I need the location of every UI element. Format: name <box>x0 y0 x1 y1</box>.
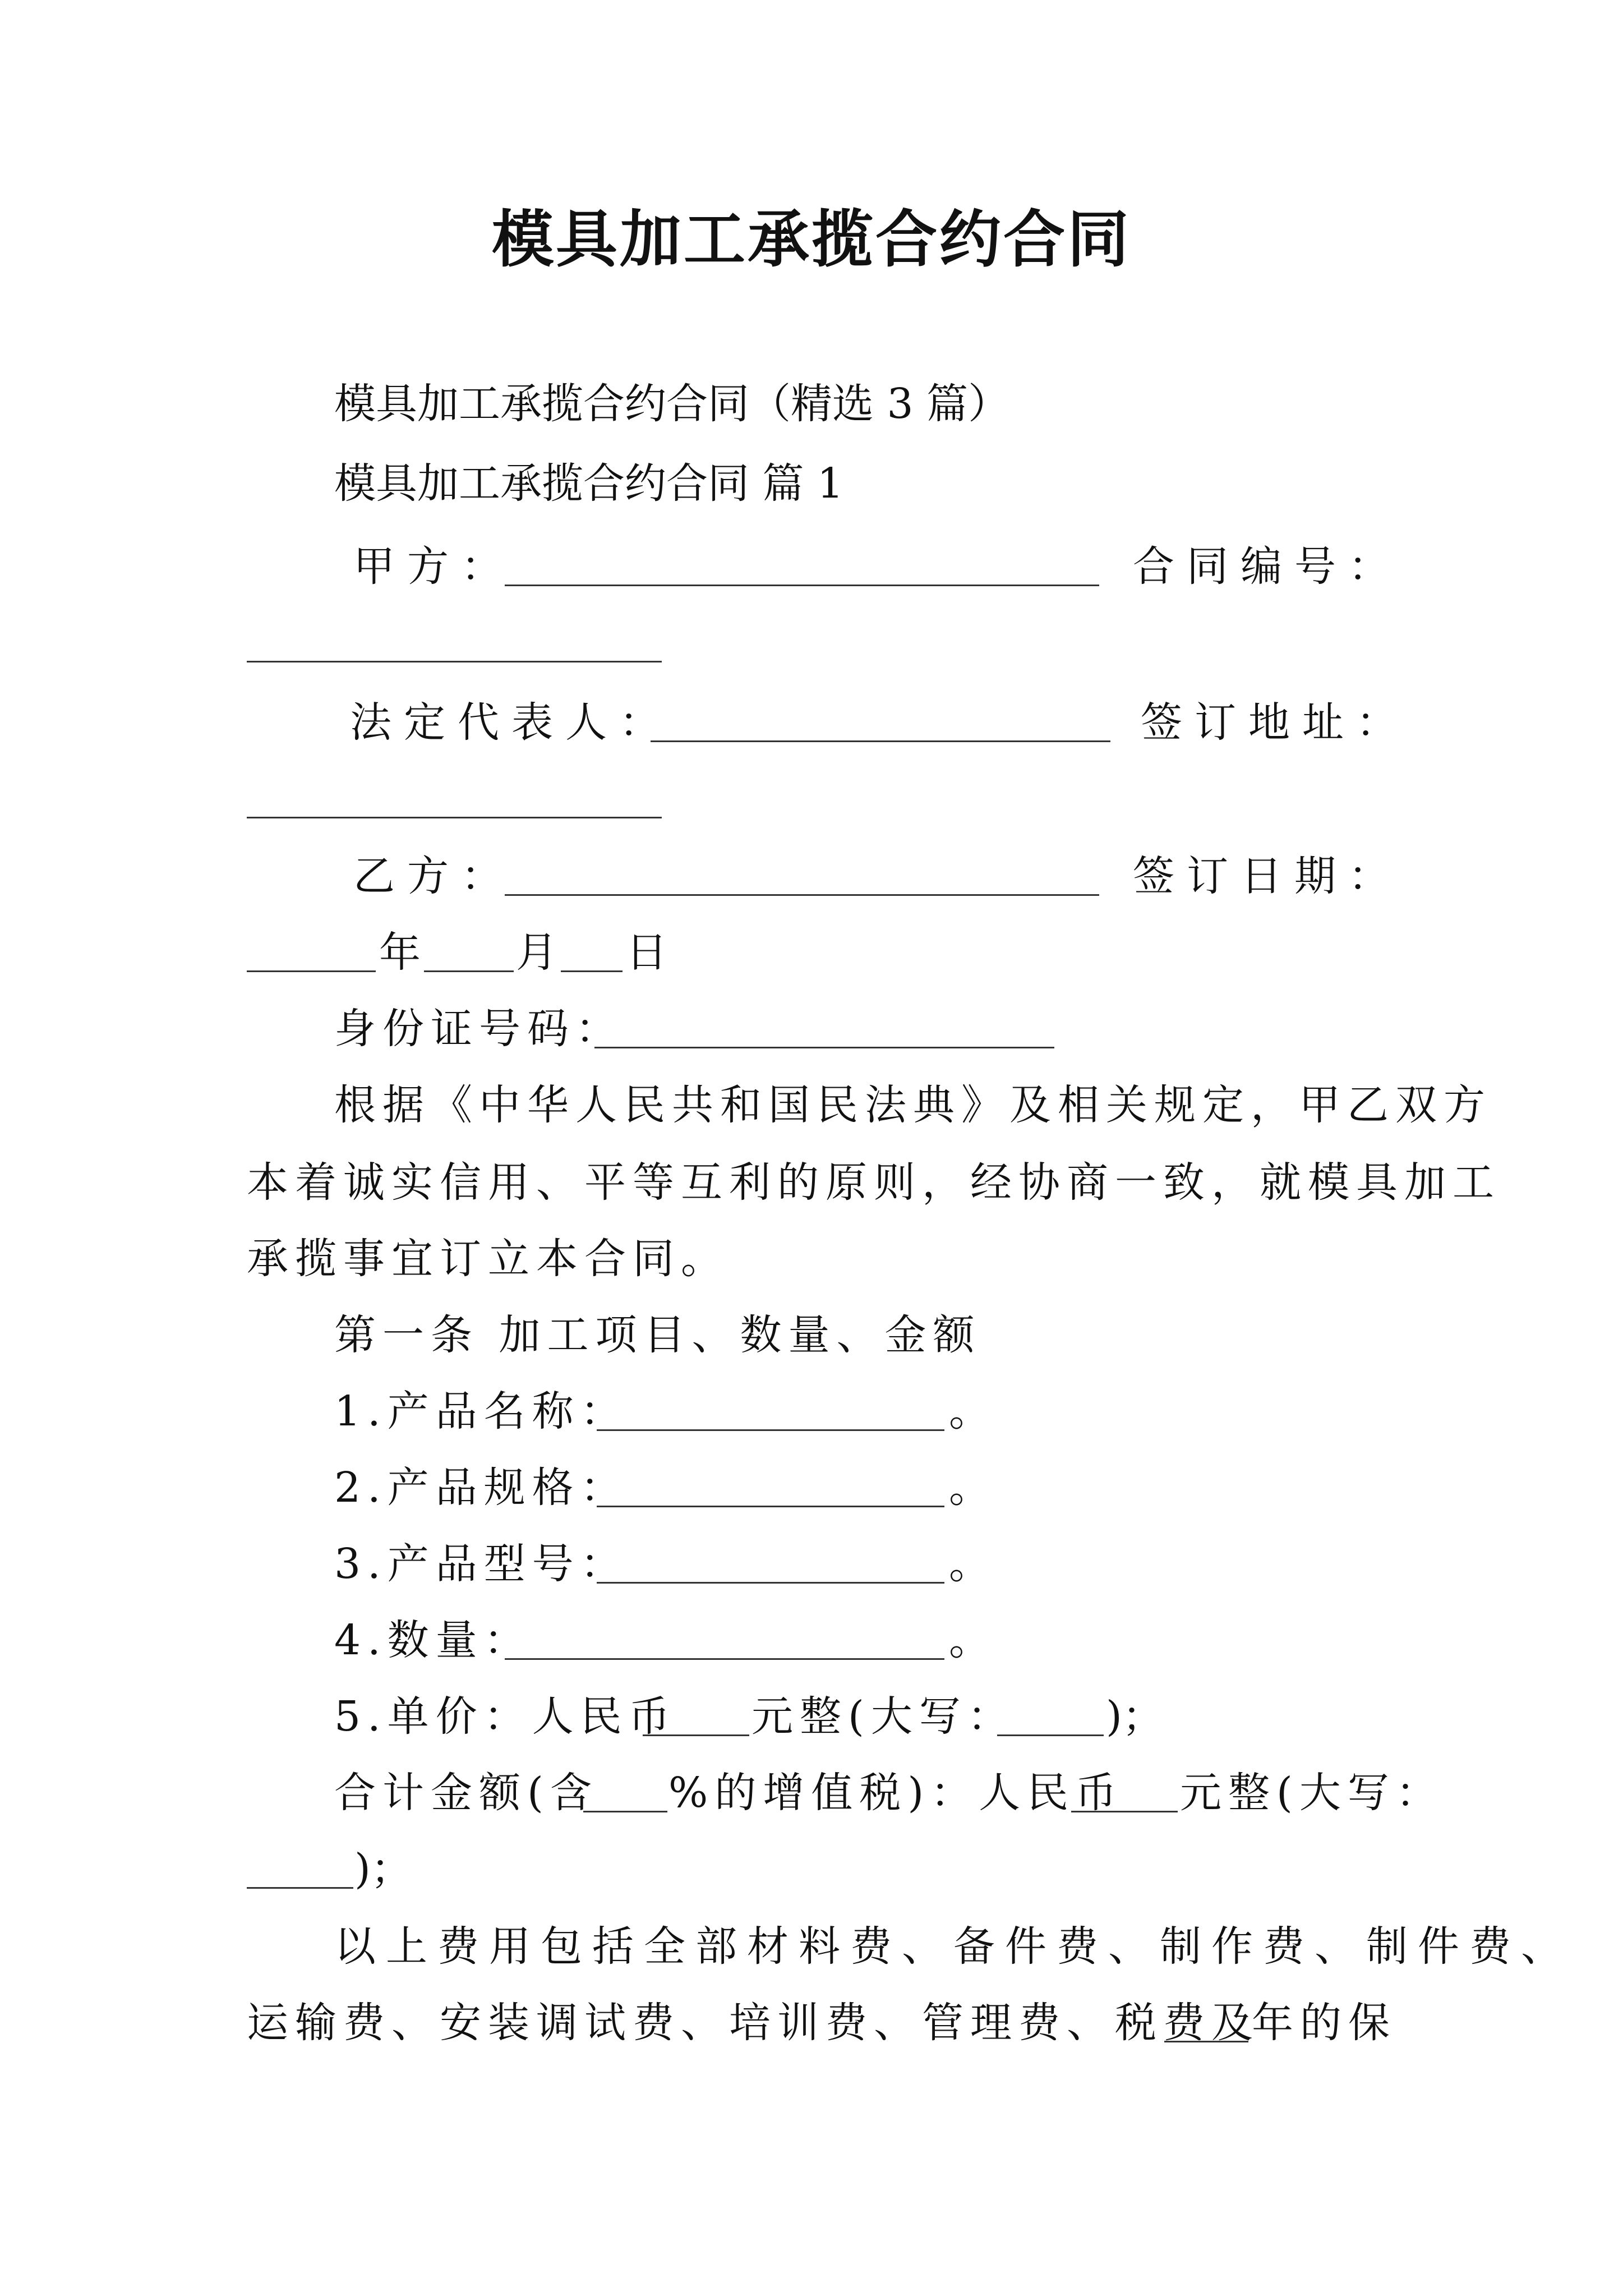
party-b-blank <box>505 894 1099 896</box>
unit-price-words-blank <box>997 1734 1104 1736</box>
article-1-heading: 第一条 加工项目、数量、金额 <box>334 1311 981 1359</box>
sign-place-label: 签订地址： <box>1141 698 1410 747</box>
item-4-period: 。 <box>949 1616 990 1664</box>
item-1-period: 。 <box>949 1387 990 1435</box>
item-5-end: )； <box>1106 1692 1164 1741</box>
section-heading: 模具加工承揽合约合同 篇 1 <box>334 459 844 508</box>
contract-no-label: 合同编号： <box>1133 542 1402 591</box>
item-4-label: 4.数量： <box>334 1616 532 1664</box>
total-amount-blank <box>1071 1811 1178 1812</box>
total-label: 合计金额(含 <box>334 1769 598 1817</box>
month-blank <box>424 970 514 972</box>
party-a-blank <box>505 585 1099 586</box>
unit-price-blank <box>643 1734 749 1736</box>
legal-rep-blank <box>651 740 1110 742</box>
item-2-label: 2.产品规格： <box>334 1464 629 1512</box>
day-blank <box>561 970 623 972</box>
total-words-label: 元整(大写： <box>1180 1769 1444 1817</box>
item-5-label: 5.单价：人民币 <box>334 1692 677 1741</box>
intro-line-1: 根据《中华人民共和国民法典》及相关规定，甲乙双方 <box>334 1081 1492 1129</box>
item-1-blank <box>597 1429 944 1431</box>
item-1-label: 1.产品名称： <box>334 1387 629 1435</box>
vat-rate-blank <box>583 1811 667 1812</box>
party-a-label: 甲方： <box>353 542 515 591</box>
sign-place-blank <box>247 817 662 818</box>
total-words-blank <box>247 1887 353 1889</box>
intro-line-2: 本着诚实信用、平等互利的原则，经协商一致，就模具加工 <box>247 1158 1501 1207</box>
id-number-label: 身份证号码： <box>334 1005 624 1053</box>
intro-line-3: 承揽事宜订立本合同。 <box>247 1235 729 1283</box>
party-b-label: 乙方： <box>353 852 515 900</box>
year-blank <box>247 970 376 972</box>
total-end: )； <box>354 1845 412 1893</box>
id-number-blank <box>594 1047 1054 1048</box>
fees-line-2-end: 年的保 <box>1252 1999 1396 2047</box>
item-3-blank <box>597 1582 944 1584</box>
contract-no-blank <box>247 661 662 662</box>
sign-date-label: 签订日期： <box>1133 852 1402 900</box>
document-subtitle: 模具加工承揽合约合同（精选 3 篇） <box>334 380 1010 428</box>
date-day-label: 日 <box>626 928 667 977</box>
document-title: 模具加工承揽合约合同 <box>492 203 1131 275</box>
warranty-years-blank <box>1164 2041 1248 2042</box>
date-month-label: 月 <box>516 928 557 977</box>
item-4-blank <box>505 1658 944 1660</box>
fees-line-1: 以上费用包括全部材料费、备件费、制作费、制件费、 <box>334 1922 1573 1971</box>
date-year-label: 年 <box>379 928 421 977</box>
item-5-rmb-label: 元整(大写： <box>751 1692 1016 1741</box>
legal-rep-label: 法定代表人： <box>350 698 673 747</box>
item-3-period: 。 <box>949 1540 990 1588</box>
total-rmb-label: %的增值税)：人民币 <box>668 1769 1124 1817</box>
item-2-blank <box>597 1506 944 1507</box>
item-2-period: 。 <box>949 1464 990 1512</box>
item-3-label: 3.产品型号： <box>334 1540 629 1588</box>
fees-line-2: 运输费、安装调试费、培训费、管理费、税费及 <box>247 1999 1260 2047</box>
